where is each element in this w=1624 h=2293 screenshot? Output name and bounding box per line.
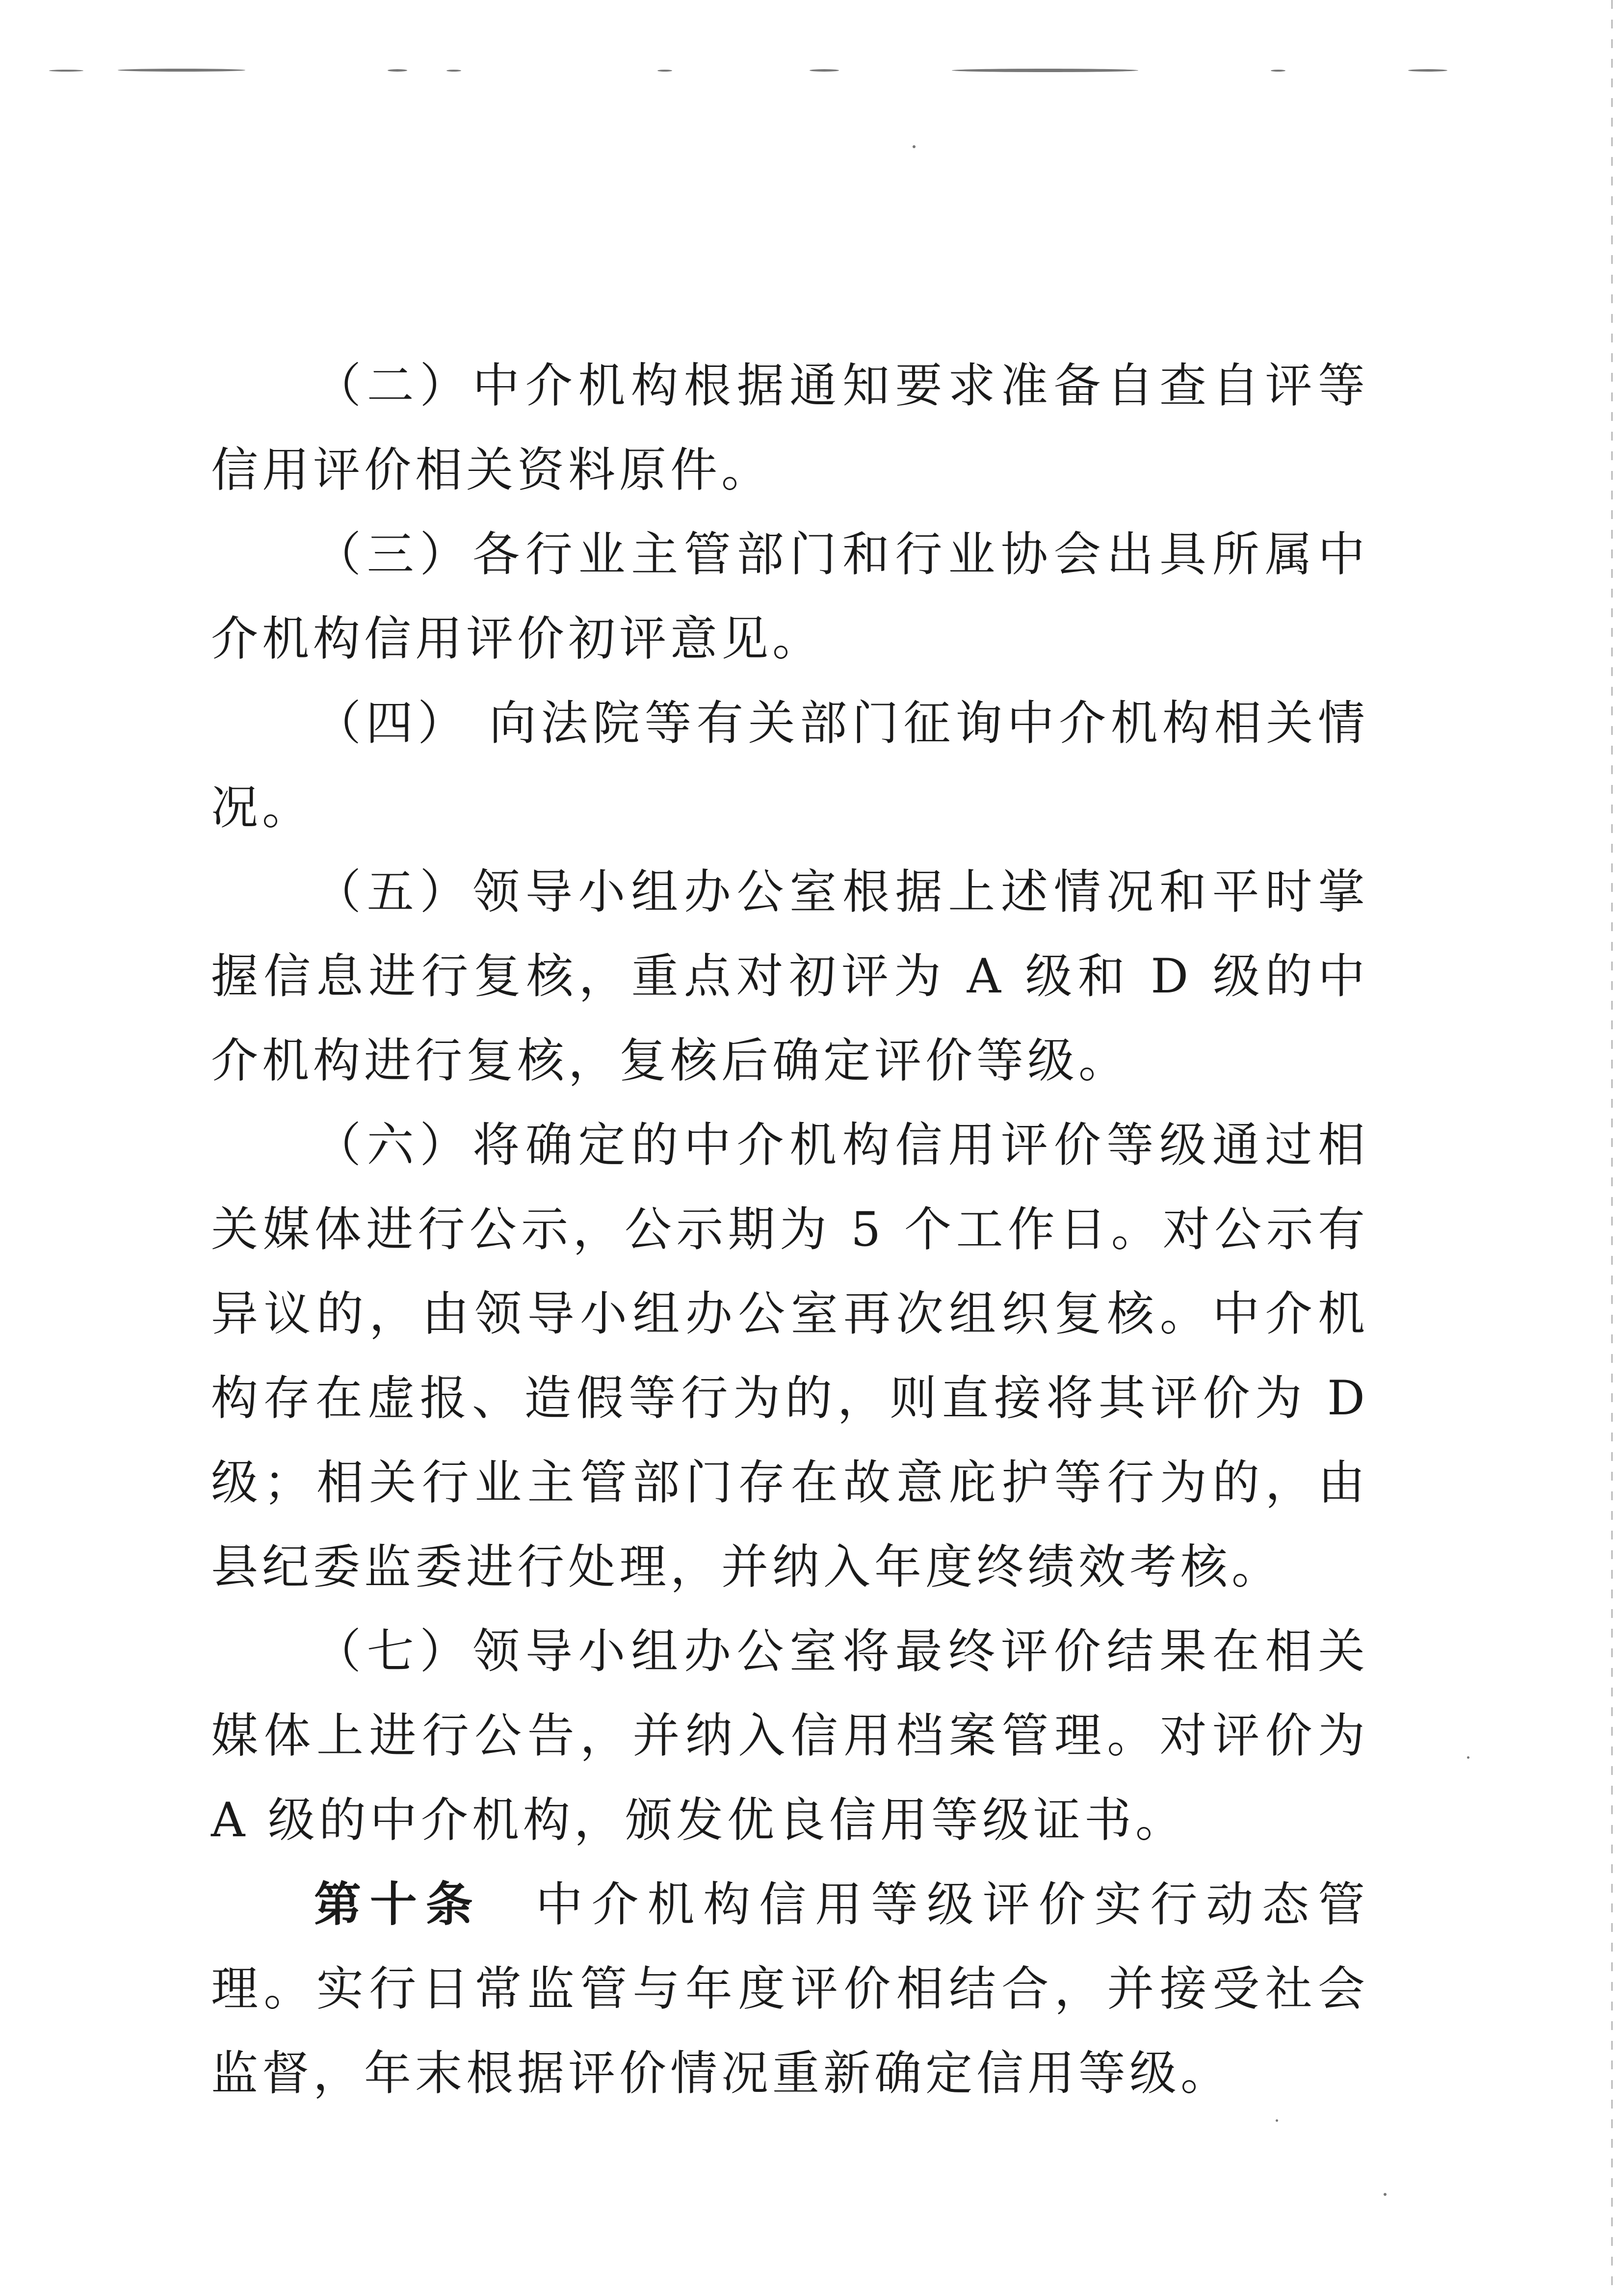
- scan-dot: [913, 145, 916, 148]
- paragraph-3: （三）各行业主管部门和行业协会出具所属中介机构信用评价初评意见。: [211, 527, 1369, 666]
- paragraph-4: （四） 向法院等有关部门征询中介机构相关情况。: [211, 696, 1369, 835]
- scan-edge-artifact: [1611, 0, 1613, 2293]
- article-10-heading: 第十条: [314, 1877, 482, 1932]
- scan-artifact-top: [44, 68, 1595, 75]
- paragraph-7: （七）领导小组办公室将最终评价结果在相关媒体上进行公告，并纳入信用档案管理。对评价为 A 级的中介机构，颁发优良信用等级证书。: [211, 1624, 1369, 1848]
- scan-dot: [1384, 2193, 1387, 2196]
- paragraph-2: （二）中介机构根据通知要求准备自查自评等信用评价相关资料原件。: [211, 358, 1369, 497]
- document-body: [211, 343, 1369, 2115]
- article-10: [211, 1862, 1369, 2115]
- scan-dot: [1276, 2119, 1278, 2122]
- article-10-text: 中介机构信用等级评价实行动态管理。实行日常监管与年度评价相结合，并接受社会监督，年末根据评价情况重新确定信用等级。: [211, 1877, 1369, 2101]
- paragraph-6: （六）将确定的中介机构信用评价等级通过相关媒体进行公示，公示期为 5 个工作日。对公示有异议的，由领导小组办公室再次组织复核。中介机构存在虚报、造假等行为的，则直接将其评价为 D 级；相关行业主管部门存在故意庇护等行为的，由县纪委监委进行处理，并纳入年度终绩效考核。: [211, 1118, 1369, 1594]
- paragraph-5: （五）领导小组办公室根据上述情况和平时掌握信息进行复核，重点对初评为 A 级和 D 级的中介机构进行复核，复核后确定评价等级。: [211, 864, 1369, 1088]
- scan-dot: [1467, 1756, 1469, 1759]
